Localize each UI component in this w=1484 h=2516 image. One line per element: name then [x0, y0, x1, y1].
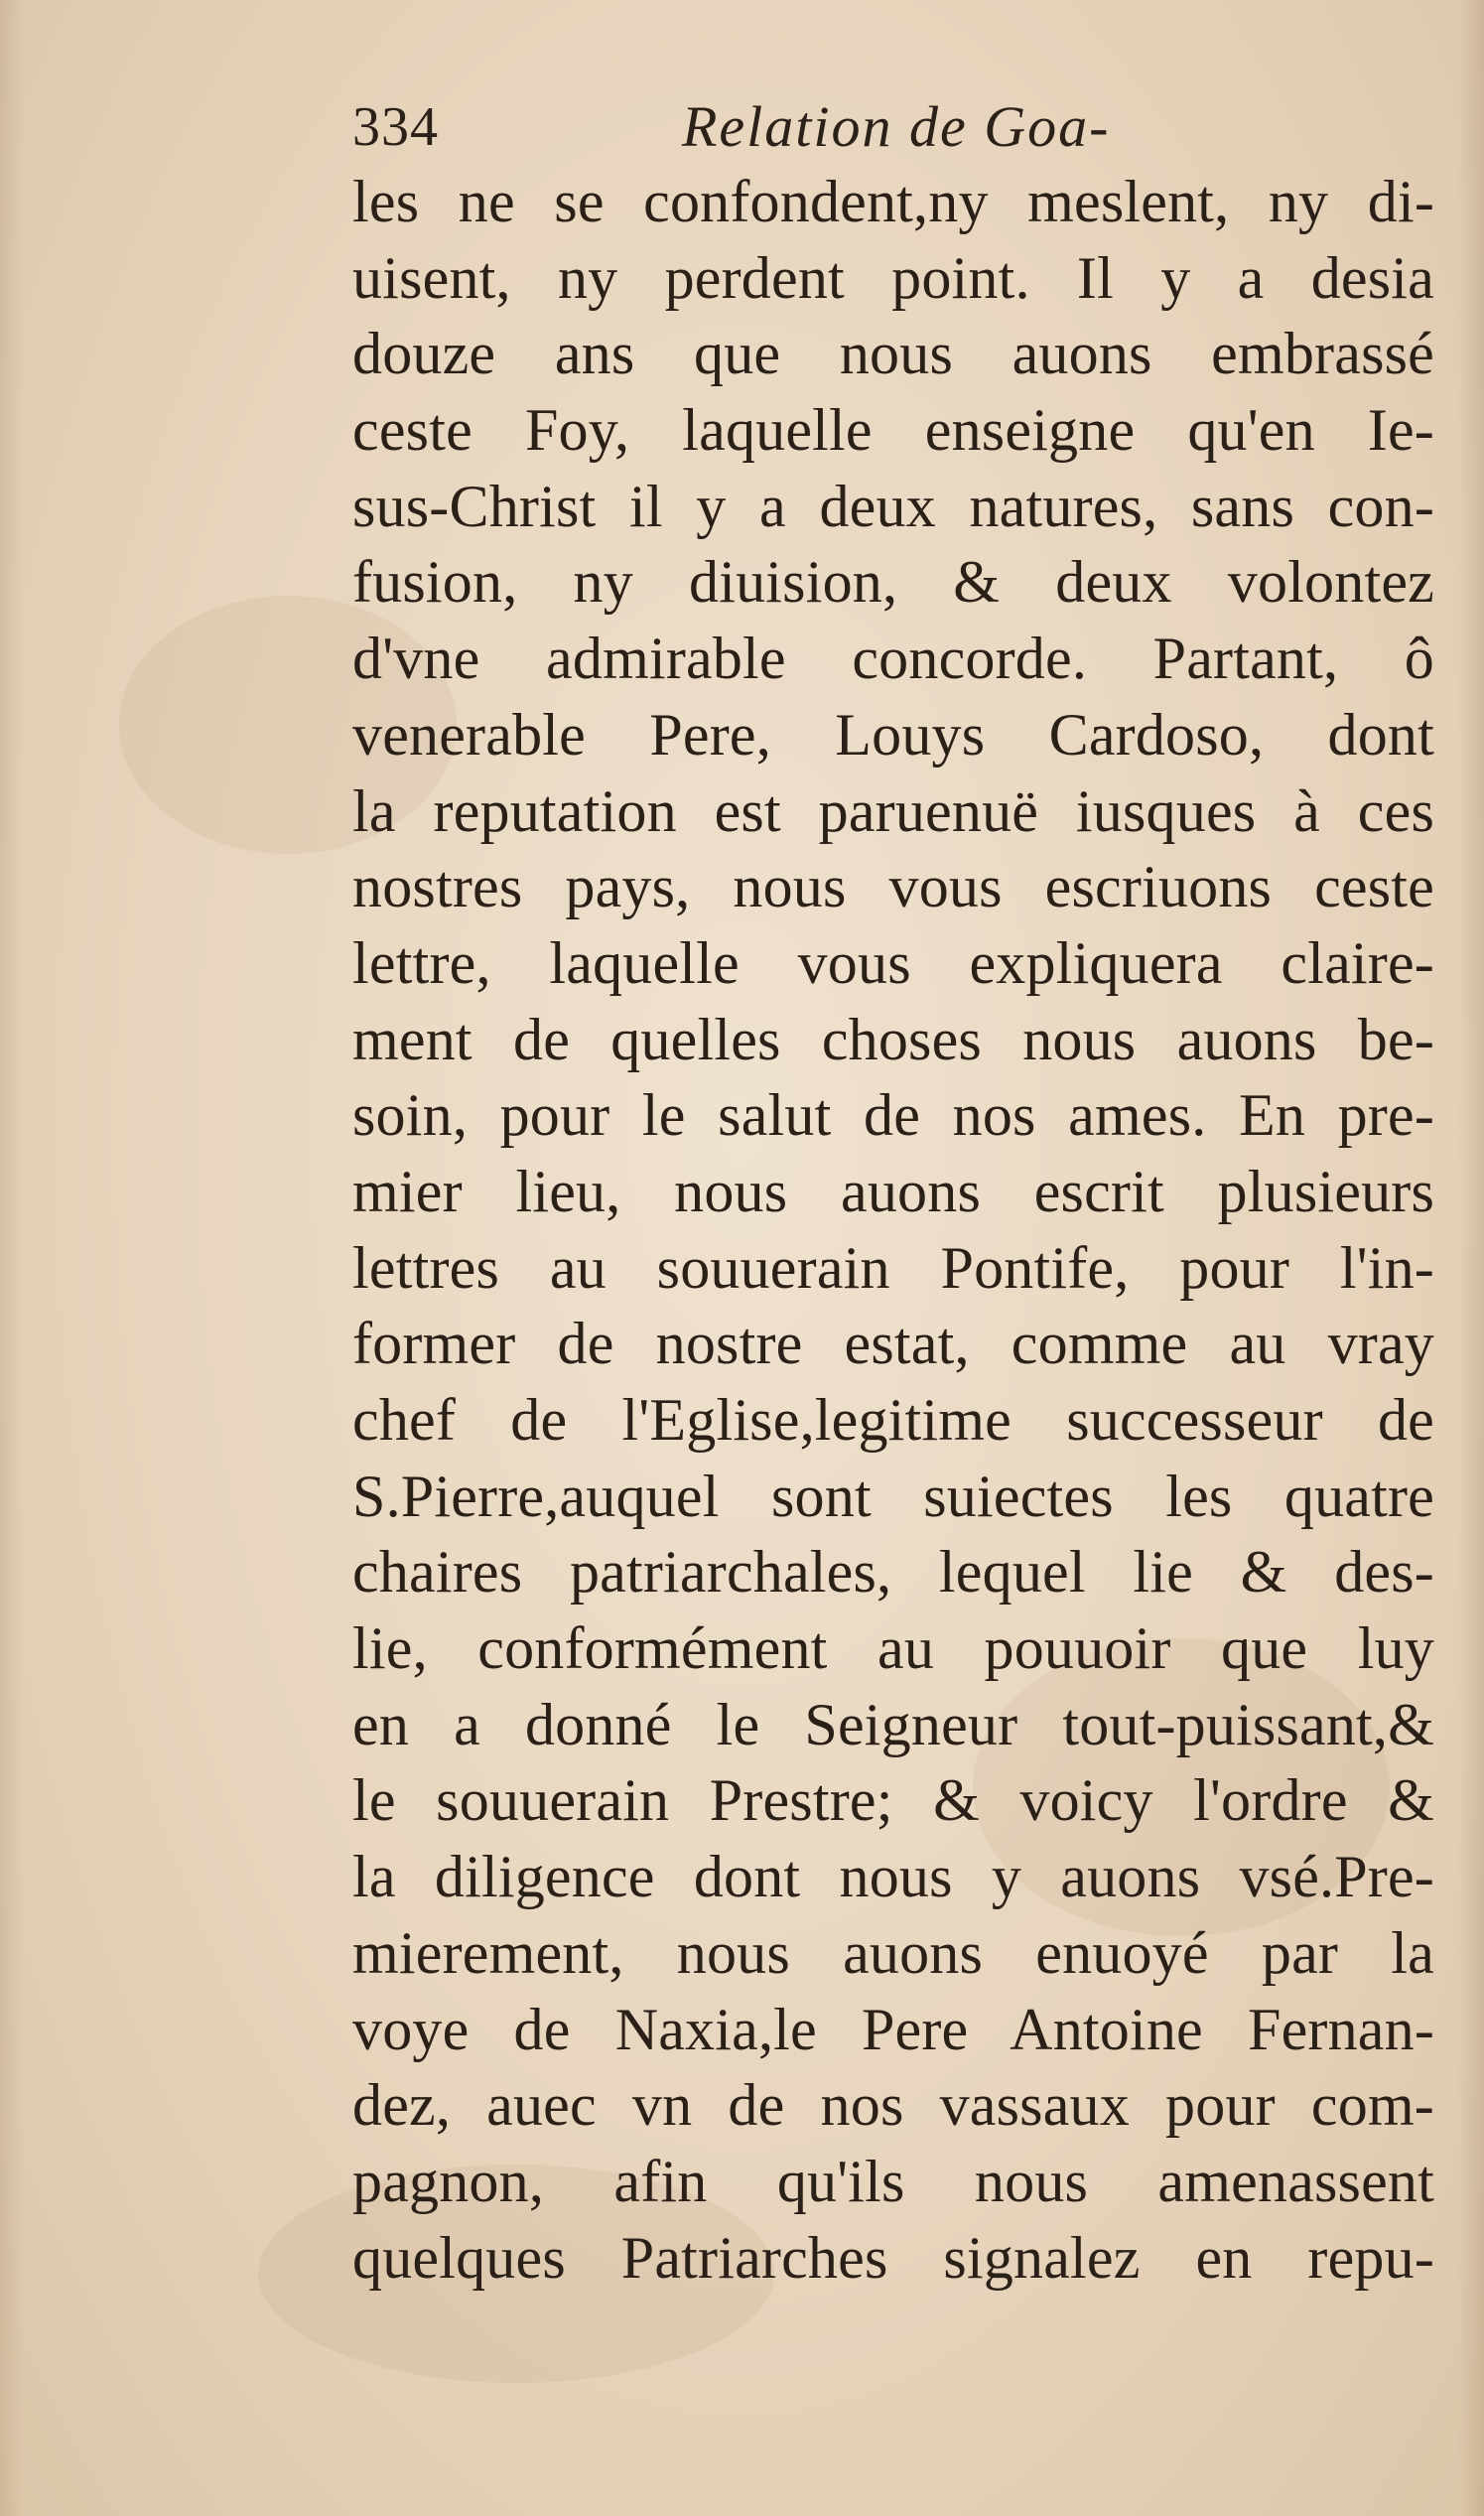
- text-line: en a donné le Seigneur tout-puissant,&: [352, 1691, 1434, 1757]
- text-line: mier lieu, nous auons escrit plusieurs: [352, 1158, 1434, 1224]
- text-line: dez, auec vn de nos vassaux pour com-: [352, 2072, 1434, 2139]
- page-header: [352, 91, 1434, 163]
- text-line: fusion, ny diuision, & deux volontez: [352, 549, 1434, 616]
- page-left-edge-shadow: [0, 0, 24, 2516]
- text-line: la diligence dont nous y auons vsé.Pre-: [352, 1844, 1434, 1910]
- text-line: ceste Foy, laquelle enseigne qu'en Ie-: [352, 397, 1434, 464]
- text-line: lettres au souuerain Pontife, pour l'in-: [352, 1234, 1434, 1301]
- text-line: former de nostre estat, comme au vray: [352, 1311, 1434, 1377]
- text-line: venerable Pere, Louys Cardoso, dont: [352, 701, 1434, 768]
- text-line: la reputation est paruenuë iusques à ces: [352, 777, 1434, 844]
- text-line: sus-Christ il y a deux natures, sans con-: [352, 473, 1434, 539]
- text-line: voye de Naxia,le Pere Antoine Fernan-: [352, 1996, 1434, 2062]
- running-title: Relation de Goa-: [682, 94, 1111, 159]
- text-line: ment de quelles choses nous auons be-: [352, 1006, 1434, 1072]
- page-right-edge-shadow: [1458, 0, 1484, 2516]
- text-line: quelques Patriarches signalez en repu-: [352, 2224, 1434, 2291]
- body-text: [352, 164, 1434, 2296]
- text-line: mierement, nous auons enuoyé par la: [352, 1919, 1434, 1986]
- text-line: lie, conformément au pouuoir que luy: [352, 1615, 1434, 1682]
- text-line: pagnon, afin qu'ils nous amenassent: [352, 2148, 1434, 2214]
- text-line: S.Pierre,auquel sont suiectes les quatre: [352, 1463, 1434, 1529]
- page-number: 334: [352, 96, 439, 158]
- text-line: chef de l'Eglise,legitime successeur de: [352, 1387, 1434, 1453]
- text-line: lettre, laquelle vous expliquera claire-: [352, 929, 1434, 996]
- text-line: soin, pour le salut de nos ames. En pre-: [352, 1082, 1434, 1149]
- text-line: d'vne admirable concorde. Partant, ô: [352, 626, 1434, 692]
- text-line: chaires patriarchales, lequel lie & des-: [352, 1539, 1434, 1606]
- text-line: les ne se confondent,ny meslent, ny di-: [352, 169, 1434, 234]
- text-line: uisent, ny perdent point. Il y a desia: [352, 244, 1434, 311]
- text-line: douze ans que nous auons embrassé: [352, 321, 1434, 387]
- text-line: le souuerain Prestre; & voicy l'ordre &: [352, 1767, 1434, 1834]
- text-line: nostres pays, nous vous escriuons ceste: [352, 854, 1434, 920]
